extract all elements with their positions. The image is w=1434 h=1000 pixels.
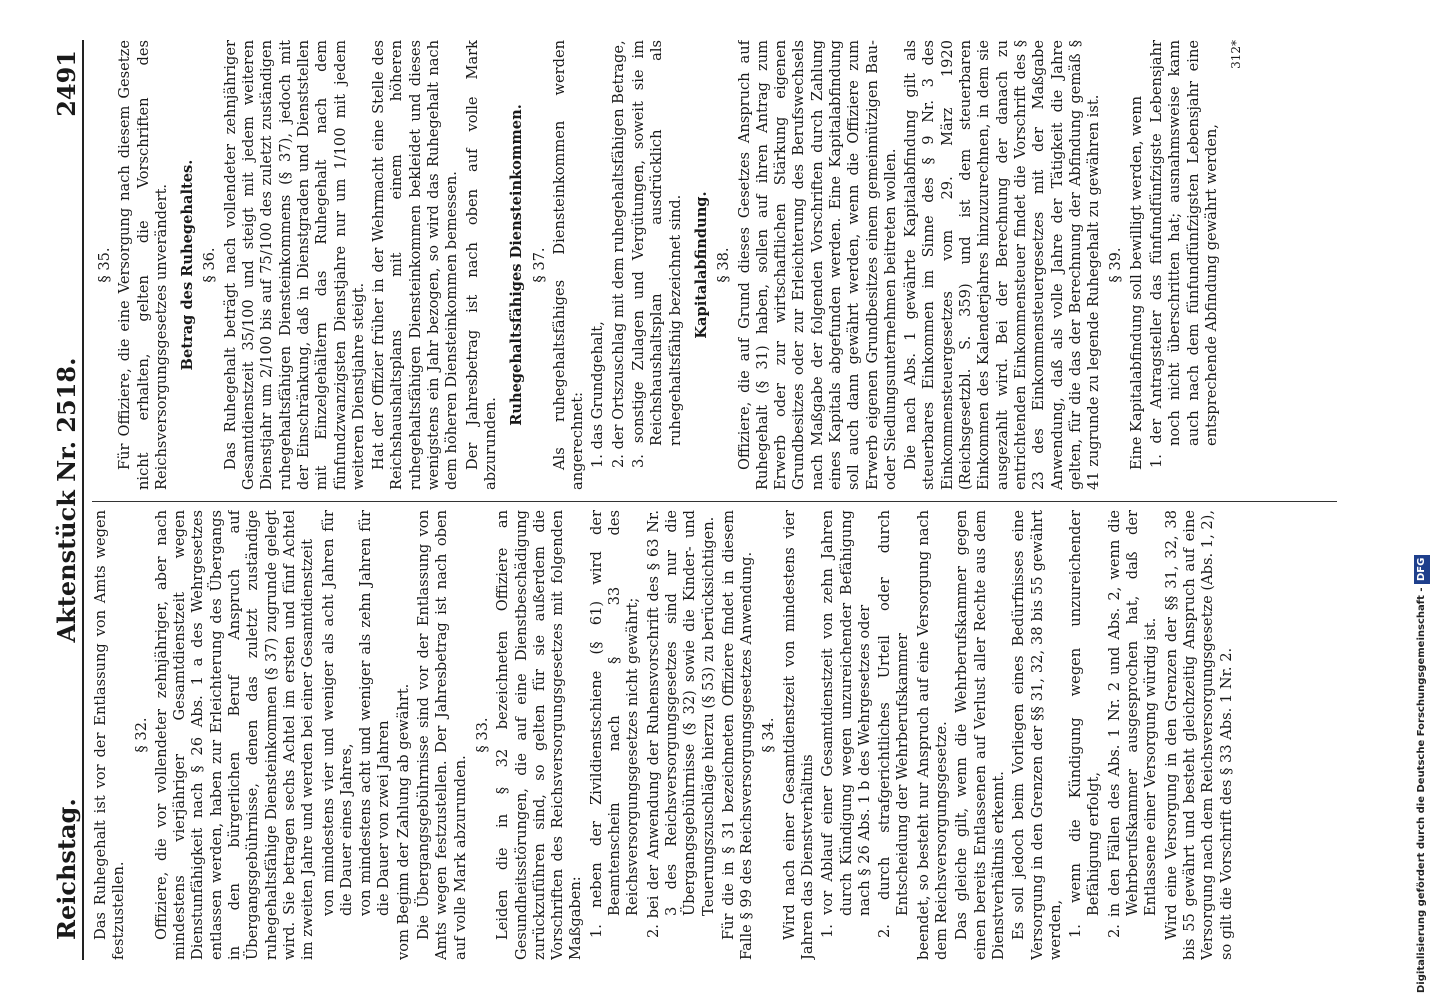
section-37-item: 3. sonstige Zulagen und Vergütungen, soweit sie im Reichshaushaltsplan ausdrücklich als ruhegehaltsfähig bezeichnet sind.: [630, 40, 684, 468]
section-39-title: § 39.: [1107, 247, 1125, 283]
section-34-paragraph: Es soll jedoch beim Vorliegen eines Bedürfnisses eine Versorgung in den Grenzen der §§ 31, 32, 38 bis 55 gewährt werden,: [1010, 510, 1064, 960]
section-36-paragraph: Der Jahresbetrag ist nach oben auf volle Mark abzurunden.: [463, 40, 499, 490]
header-title: Aktenstück Nr. 2518.: [52, 357, 81, 643]
section-34-paragraph: Das gleiche gilt, wenn die Wehrberufskammer gegen einen bereits Entlassenen auf Verlust aller Rechte aus dem Dienstverhältnis erkennt.: [953, 510, 1007, 960]
header-rule: [82, 40, 84, 960]
section-37-title: § 37.: [530, 247, 548, 283]
section-36-paragraph: Hat der Offizier früher in der Wehrmacht eine Stelle des Reichshaushaltsplans mit einem höheren ruhegehaltsfähigen Diensteinkommen bekleidet und dieses wenigstens ein Jahr bezogen, so wird das Ruhegehalt nach dem höheren Diensteinkommen bemessen.: [370, 40, 461, 490]
section-39-paragraph: Eine Kapitalabfindung soll bewilligt werden, wenn: [1127, 95, 1145, 470]
section-36-paragraph: Das Ruhegehalt beträgt nach vollendeter zehnjähriger Gesamtdienstzeit 35/100 und steigt mit jedem weiteren Dienstjahr um 2/100 bis auf 75/100 des zuletzt zuständigen ruhegehaltsfähigen Diensteinkommens (§ 37), jedoch mit der Einschränkung, daß in Dienstgraden und Dienststellen mit Einzelgehältern das Ruhegehalt nach dem fünfundzwanzigsten Dienstjahre nur um 1/100 mit jedem weiteren Dienstjahre steigt.: [221, 40, 367, 490]
section-37-item: 1. das Grundgehalt,: [589, 321, 607, 468]
section-34-paragraph: beendet, so besteht nur Anspruch auf eine Versorgung nach dem Reichsversorgungsgesetze.: [914, 510, 951, 960]
section-34-item: 1. wenn die Kündigung wegen unzureichender Befähigung erfolgt,: [1067, 510, 1103, 938]
section-34-item: 2. durch strafgerichtliches Urteil oder durch Entscheidung der Wehrberufskammer: [876, 510, 912, 938]
section-38-paragraph: Offiziere, die auf Grund dieses Gesetzes Anspruch auf Ruhegehalt (§ 31) haben, sollen auf ihren Antrag zum Erwerb oder zur wirtschaftlichen Stärkung eigenen Grundbesitzes oder zur Erleichterung des Berufswechsels nach Maßgabe der folgenden Vorschriften durch Zahlung eines Kapitals abgefunden werden. Eine Kapitalabfindung soll auch dann gewährt werden, wenn die Offiziere zum Erwerb eigenen Grundbesitzes einem gemeinnützigen Bau- oder Siedlungsunternehmen beitreten wollen.: [735, 40, 899, 490]
intro-paragraph: Das Ruhegehalt ist vor der Entlassung von Amts wegen festzustellen.: [92, 510, 128, 960]
heading-diensteinkommen: Ruhegehaltsfähiges Diensteinkommen.: [508, 104, 526, 426]
section-34-title: § 34.: [760, 717, 778, 753]
section-35-paragraph: Für Offiziere, die eine Versorgung nach diesem Gesetze nicht erhalten, gelten die Vorschriften des Reichsversorgungsgesetzes unverändert.: [116, 40, 170, 490]
section-37-item: 2. der Ortszuschlag mit dem ruhegehaltsfähigen Betrage,: [609, 40, 627, 468]
dfg-sidenote: [1414, 8, 1430, 993]
section-32-item: von mindestens acht und weniger als zehn Jahren für die Dauer von zwei Jahren: [357, 510, 393, 916]
section-38-title: § 38.: [715, 247, 733, 283]
dfg-logo: DFG: [1414, 555, 1430, 584]
signature-mark: 312*: [1229, 40, 1244, 69]
section-39-item: 1. der Antragsteller das fünfundfünfzigste Lebensjahr noch nicht überschritten hat; ausnahmsweise kann auch nach dem fünfundfünfzigsten Lebensjahr eine entsprechende Abfindung gewährt werden,: [1148, 40, 1220, 468]
heading-ruhegehalt: Betrag des Ruhegehaltes.: [179, 159, 197, 371]
section-38-paragraph: Die nach Abs. 1 gewährte Kapitalabfindung gilt als steuerbares Einkommen im Sinne des § 9 Nr. 3 des Einkommensteuergesetzes vom 29. März 1920 (Reichsgesetzbl. S. 359) und ist dem steuerbaren Einkommen des Kalenderjahres hinzuzurechnen, in dem sie ausgezahlt wird. Bei der Berechnung der danach zu entrichtenden Einkommensteuer findet die Vorschrift des § 23 des Einkommensteuergesetzes mit der Maßgabe Anwendung, daß als volle Jahre der Tätigkeit die Jahre gelten, für die das der Berechnung der Abfindung gemäß § 41 zugrunde zu legende Ruhegehalt zu gewähren ist.: [902, 40, 1103, 490]
section-33-item: 2. bei der Anwendung der Ruhensvorschrift des § 63 Nr. 3 des Reichsversorgungsgesetzes sind nur die Übergangsgebührnisse (§ 32) sowie die Kinder- und Teuerungszuschläge hierzu (§ 53) zu berücksichtigen.: [644, 510, 717, 938]
left-column: [92, 510, 1342, 960]
section-32-paragraph: vom Beginn der Zahlung ab gewährt.: [394, 683, 412, 960]
header-left: Reichstag.: [52, 798, 81, 940]
section-33-item: 1. neben der Zivildienstschiene (§ 61) wird der Beamtenschein nach § 33 des Reichsversorgungsgesetzes nicht gewährt;: [587, 510, 642, 938]
section-33-paragraph: Für die in § 31 bezeichneten Offiziere findet in diesem Falle § 99 des Reichsversorgungsgesetzes Anwendung.: [719, 510, 756, 960]
section-32-item: von mindestens vier und weniger als acht Jahren für die Dauer eines Jahres,: [319, 510, 355, 916]
section-34-item: 2. in den Fällen des Abs. 1 Nr. 2 und Abs. 2, wenn die Wehrberufskammer ausgesprochen hat, daß der Entlassene einer Versorgung würdig ist.: [1105, 510, 1160, 938]
column-divider: [92, 501, 1337, 502]
section-34-paragraph: Wird eine Versorgung in den Grenzen der §§ 31, 32, 38 bis 55 gewährt und besteht gleichzeitig Anspruch auf eine Versorgung nach dem Reichsversorgungsgesetze (Abs. 1, 2), so gilt die Vorschrift des § 33 Abs. 1 Nr. 2.: [1162, 510, 1235, 960]
section-33-paragraph: Leiden die in § 32 bezeichneten Offiziere an Gesundheitsstörungen, die auf eine Dienstbeschädigung zurückzuführen sind, so gelten für sie außerdem die Vorschriften des Reichsversorgungsgesetzes mit folgenden Maßgaben:: [494, 510, 585, 960]
section-34-item: 1. vor Ablauf einer Gesamtdienstzeit von zehn Jahren durch Kündigung wegen unzureichender Befähigung nach § 26 Abs. 1 b des Wehrgesetzes oder: [819, 510, 873, 938]
page-header: [40, 40, 80, 960]
section-37-paragraph: Als ruhegehaltsfähiges Diensteinkommen werden angerechnet:: [550, 40, 587, 490]
section-32-paragraph: Die Übergangsgebührnisse sind vor der Entlassung von Amts wegen festzustellen. Der Jahresbetrag ist nach oben auf volle Mark abzurunden.: [415, 510, 469, 960]
section-35-title: § 35.: [96, 247, 113, 283]
section-33-title: § 33.: [473, 717, 491, 753]
heading-kapitalabfindung: Kapitalabfindung.: [692, 191, 710, 339]
sidenote-text-wrap: [1414, 8, 1430, 993]
right-column: [92, 40, 1342, 490]
page-number: 2491: [52, 50, 81, 117]
section-32-paragraph: Offiziere, die vor vollendeter zehnjähriger, aber nach mindestens vierjähriger Gesamtdienstzeit wegen Dienstunfähigkeit nach § 26 Abs. 1 a des Wehrgesetzes entlassen werden, haben zur Erleichterung des Übergangs in den bürgerlichen Beruf Anspruch auf Übergangsgebührnisse, denen das zuletzt zuständige ruhegehaltsfähige Diensteinkommen (§ 37) zugrunde gelegt wird. Sie betragen sechs Achtel im ersten und fünf Achtel im zweiten Jahre und werden bei einer Gesamtdienstzeit: [152, 510, 317, 960]
section-36-title: § 36.: [201, 247, 219, 283]
sidenote-text: Digitalisierung gefördert durch die Deutsche Forschungsgemeinschaft -: [1416, 587, 1427, 993]
section-34-paragraph: Wird nach einer Gesamtdienstzeit von mindestens vier Jahren das Dienstverhältnis: [780, 510, 816, 960]
section-32-title: § 32.: [132, 717, 150, 753]
